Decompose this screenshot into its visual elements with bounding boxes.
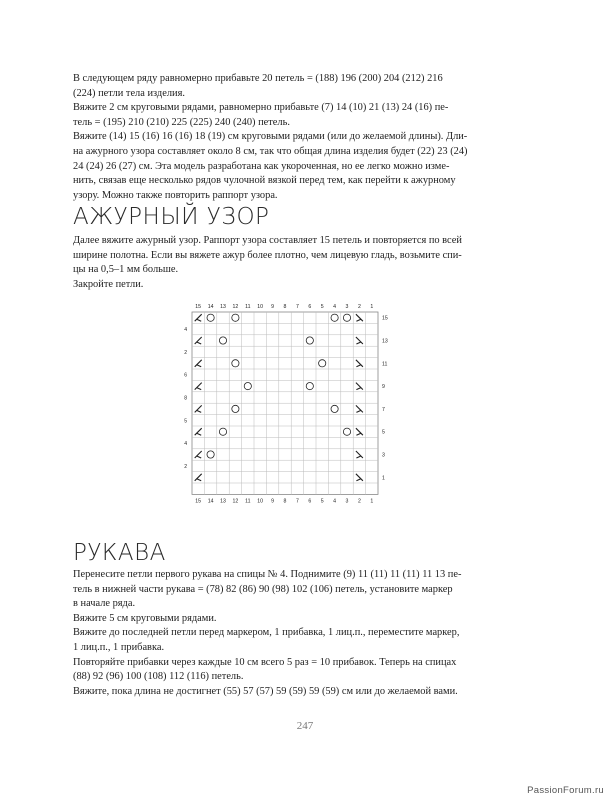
ssk-icon — [356, 474, 363, 481]
text-line: (224) петли тела изделия. — [73, 87, 185, 99]
column-label: 10 — [257, 498, 264, 505]
text-line: тель = (195) 210 (210) 225 (225) 240 (240) петель. — [73, 116, 290, 128]
side-label: 6 — [184, 372, 187, 379]
column-label: 6 — [308, 304, 312, 310]
text-line: Закройте петли. — [73, 278, 144, 290]
side-label: 4 — [184, 441, 187, 448]
side-label: 2 — [184, 463, 187, 470]
text-line: 24 (24) 26 (27) см. Эта модель разработана как укороченная, но ее легко можно изме- — [73, 160, 450, 172]
column-label: 12 — [232, 304, 239, 310]
circle-icon — [207, 314, 214, 321]
text-line: цы на 0,5–1 мм больше. — [73, 264, 179, 276]
row-label: 11 — [382, 361, 388, 368]
column-label: 14 — [207, 304, 214, 310]
column-label: 13 — [220, 498, 226, 505]
column-label: 2 — [357, 498, 361, 505]
k2tog-icon — [195, 405, 202, 412]
column-label: 3 — [345, 304, 349, 310]
text-line: Повторяйте прибавки через каждые 10 см всего 5 раз = 10 прибавок. Теперь на спицах — [73, 656, 457, 668]
text-line: ширине полотна. Если вы вяжете ажур более плотно, чем лицевую гладь, возьмите спи- — [73, 249, 462, 261]
k2tog-icon — [195, 474, 202, 481]
circle-icon — [343, 314, 350, 321]
row-label: 3 — [382, 452, 385, 459]
column-label: 15 — [195, 498, 202, 505]
text-line: в начале ряда. — [73, 598, 136, 610]
page-number: 247 — [296, 720, 314, 732]
sleeve-paragraph — [73, 568, 533, 699]
k2tog-icon — [195, 314, 202, 321]
row-label: 9 — [382, 384, 385, 391]
column-label: 5 — [320, 304, 324, 310]
text-line: на ажурного узора составляет около 8 см, так что общая длина изделия будет (22) 23 (24) — [73, 145, 468, 157]
column-label: 7 — [295, 304, 299, 310]
column-label: 9 — [271, 304, 275, 310]
column-label: 2 — [357, 304, 361, 310]
column-label: 7 — [295, 498, 299, 505]
ssk-icon — [356, 337, 363, 344]
circle-icon — [306, 337, 313, 344]
k2tog-icon — [195, 360, 202, 367]
circle-icon — [232, 360, 239, 367]
circle-icon — [343, 428, 350, 435]
ssk-icon — [356, 428, 363, 435]
column-label: 8 — [283, 304, 287, 310]
column-label: 1 — [370, 304, 374, 310]
text-line: Перенесите петли первого рукава на спицы № 4. Поднимите (9) 11 (11) 11 (11) 11 13 пе- — [73, 569, 462, 580]
watermark: PassionForum.ru — [527, 785, 604, 796]
circle-icon — [331, 405, 338, 412]
k2tog-icon — [195, 383, 202, 390]
column-label: 15 — [195, 304, 202, 310]
ssk-icon — [356, 383, 363, 390]
column-label: 10 — [257, 304, 264, 310]
text-line: Далее вяжите ажурный узор. Раппорт узора составляет 15 петель и повторяется по всей — [73, 235, 462, 246]
lace-heading: АЖУРНЫЙ УЗОР — [73, 204, 270, 230]
text-line: нить, связав еще несколько рядов чулочной вязкой перед тем, как перейти к ажурному — [73, 175, 456, 187]
side-label: 8 — [184, 395, 187, 402]
circle-icon — [319, 360, 326, 367]
column-label: 11 — [245, 498, 251, 505]
column-label: 9 — [271, 498, 275, 505]
side-label: 4 — [184, 327, 187, 334]
text-line: В следующем ряду равномерно прибавьте 20 петель = (188) 196 (200) 204 (212) 216 — [73, 73, 443, 84]
column-label: 4 — [333, 304, 337, 310]
text-line: (88) 92 (96) 100 (108) 112 (116) петель. — [73, 671, 244, 683]
text-line: Вяжите до последней петли перед маркером, 1 прибавка, 1 лиц.п., переместите маркер, — [73, 627, 460, 639]
column-label: 13 — [220, 304, 226, 310]
k2tog-icon — [195, 337, 202, 344]
column-label: 4 — [333, 498, 337, 505]
circle-icon — [244, 383, 251, 390]
text-line: узору. Можно также повторить раппорт узора. — [73, 189, 278, 201]
text-line: тель в нижней части рукава = (78) 82 (86) 90 (98) 102 (106) петель, установите маркер — [73, 583, 453, 595]
column-label: 1 — [370, 498, 374, 505]
row-label: 5 — [382, 429, 385, 436]
ssk-icon — [356, 405, 363, 412]
ssk-icon — [356, 314, 363, 321]
text-line: Вяжите (14) 15 (16) 16 (16) 18 (19) см круговыми рядами (или до желаемой длины). Дли- — [73, 131, 468, 143]
lace-pattern-chart — [180, 300, 390, 516]
column-label: 11 — [245, 304, 251, 310]
lace-paragraph — [73, 234, 533, 292]
circle-icon — [219, 428, 226, 435]
row-label: 13 — [382, 338, 388, 345]
circle-icon — [232, 314, 239, 321]
circle-icon — [232, 405, 239, 412]
sleeve-heading: РУКАВА — [73, 540, 166, 566]
side-label: 5 — [184, 418, 187, 425]
column-label: 12 — [232, 498, 239, 505]
ssk-icon — [356, 451, 363, 458]
circle-icon — [331, 314, 338, 321]
column-label: 8 — [283, 498, 287, 505]
ssk-icon — [356, 360, 363, 367]
row-label: 15 — [382, 315, 388, 322]
text-line: Вяжите 5 см круговыми рядами. — [73, 612, 217, 624]
circle-icon — [306, 383, 313, 390]
column-label: 6 — [308, 498, 312, 505]
circle-icon — [207, 451, 214, 458]
k2tog-icon — [195, 451, 202, 458]
side-label: 2 — [184, 349, 187, 356]
intro-paragraph — [73, 72, 533, 203]
column-label: 3 — [345, 498, 349, 505]
row-label: 7 — [382, 406, 385, 413]
column-label: 14 — [207, 498, 214, 505]
text-line: Вяжите, пока длина не достигнет (55) 57 (57) 59 (59) 59 (59) см или до желаемой вами. — [73, 685, 458, 697]
row-label: 1 — [382, 475, 385, 482]
text-line: Вяжите 2 см круговыми рядами, равномерно прибавьте (7) 14 (10) 21 (13) 24 (16) пе- — [73, 102, 449, 114]
column-label: 5 — [320, 498, 324, 505]
circle-icon — [219, 337, 226, 344]
text-line: 1 лиц.п., 1 прибавка. — [73, 641, 165, 653]
k2tog-icon — [195, 428, 202, 435]
